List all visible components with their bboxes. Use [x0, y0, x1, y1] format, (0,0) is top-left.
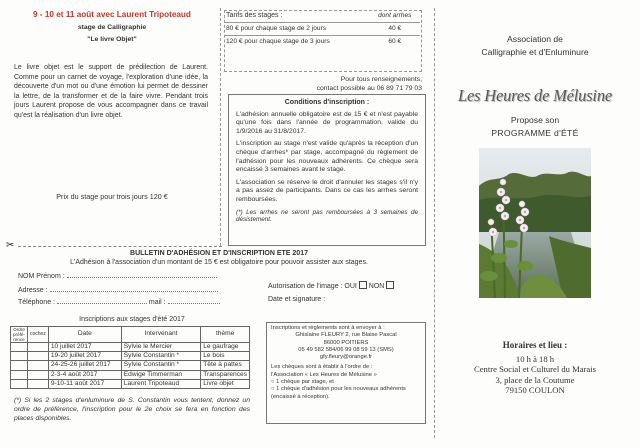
hours-title: Horaires et lieu :: [502, 340, 568, 350]
conditions-p1: L'adhésion annuelle obligatoire est de 15 € et n'est payable qu'une fois dans l'année de programmation, valide du 1/9/2016 au 31/8/2017.: [236, 110, 418, 135]
left-description: Le livre objet est le support de prédilection de Laurent. Comme pour un carnet de voyage, l'exploration d'une idée, la découverte d'un mot ou d'une émotion lui permet de dessiner la lettre, de la transformer et de la faire vivre. Pendant trois jours Laurent propose de vous accompagner dans ce travail qu'est la réalisation d'un livre objet.: [14, 64, 208, 119]
adresse-field[interactable]: [18, 287, 228, 294]
tarif-row-label: 80 € pour chaque stage de 2 jours: [226, 25, 327, 32]
non-checkbox[interactable]: [386, 281, 394, 289]
tarif-row-arrhes: 60 €: [388, 38, 402, 45]
conditions-p3: L'association se réserve le droit d'annuler les stages s'il n'y a pas assez de participants. Dans ce cas les arrhes seront remboursées.: [236, 178, 418, 203]
header-ordre: Ordre préfé-rence: [11, 327, 28, 343]
left-title: "Le livre Objet": [87, 36, 137, 43]
left-subheading: stage de Calligraphie: [77, 24, 147, 31]
row-intervenant: Edwige Timmerman: [121, 370, 200, 379]
row-date: 10 juillet 2017: [48, 343, 121, 352]
row-theme: Tête à pattes: [201, 361, 250, 370]
tarifs-header-label: Tarifs des stages :: [226, 12, 283, 19]
info-block: [226, 76, 422, 93]
header-date: Date: [48, 327, 121, 343]
payment-name: Ghislaine FLEURY 2, rue Blaise Pascal: [295, 332, 397, 339]
row-date: 19-20 juillet 2017: [48, 352, 121, 361]
info-line2: contact possible au 06 89 71 79 03: [316, 84, 422, 92]
payment-order: l'Association « Les Heures de Mélusine »: [271, 371, 377, 378]
tarifs-box: [224, 10, 424, 74]
table-row[interactable]: [11, 370, 250, 379]
telephone-field[interactable]: [18, 299, 268, 306]
header-intervenant: Intervenant: [121, 327, 200, 343]
row-theme: Livre objet: [201, 379, 250, 388]
photo-hollyhocks: [479, 148, 591, 298]
propose-block: [440, 114, 630, 140]
left-price: Prix du stage pour trois jours 120 €: [56, 192, 168, 201]
payment-phone: 05 49 582 584/06 99 08 59 13 (SMS): [298, 346, 394, 353]
oui-checkbox[interactable]: [359, 281, 367, 289]
payment-header: Inscriptions et règlements sont à envoyer à :: [271, 325, 385, 331]
adresse-label: Adresse :: [18, 287, 48, 294]
info-line1: Pour tous renseignements,: [340, 76, 422, 83]
assoc-name: [440, 33, 630, 59]
hours-text: 10 h à 18 h: [515, 353, 555, 364]
payment-city: 86000 POITIERS: [323, 339, 369, 346]
header-cochez: cochez: [28, 327, 49, 343]
image-label: Autorisation de l'image : OUI: [268, 283, 357, 290]
date-signature[interactable]: [268, 296, 428, 303]
hours-block: [440, 340, 630, 396]
bulletin-title: BULLETIN D'ADHÉSION ET D'INSCRIPTION ETE 2017: [130, 250, 308, 257]
panel-divider: [220, 8, 221, 246]
photo-hollyhocks-svg: [479, 148, 591, 298]
programme-text: PROGRAMME d'ÉTÉ: [491, 128, 579, 138]
schedule-title: Inscriptions aux stages d'été 2017: [79, 316, 185, 323]
row-intervenant: Sylvie Constantin *: [121, 352, 200, 361]
non-label: NON: [368, 283, 385, 290]
table-row[interactable]: [11, 361, 250, 370]
place-line3: 79150 COULON: [505, 385, 565, 396]
table-row[interactable]: [11, 379, 250, 388]
conditions-title: Conditions d'inscription :: [284, 99, 370, 106]
payment-bullet1-text: 1 chèque par stage, et: [276, 379, 334, 386]
tarif-row-label: 120 € pour chaque stage de 3 jours: [226, 38, 330, 45]
left-heading: 9 - 10 et 11 août avec Laurent Tripoteaud: [33, 10, 191, 19]
row-date: 9-10-11 août 2017: [48, 379, 121, 388]
payment-box: [266, 322, 426, 424]
nom-label: NOM Prénom :: [18, 273, 65, 280]
row-intervenant: Laurent Tripoteaud: [121, 379, 200, 388]
row-date: 24-25-26 juillet 2017: [48, 361, 121, 370]
schedule-table: [10, 326, 250, 389]
row-intervenant: Sylvie Constantin *: [121, 361, 200, 370]
scissors-icon: ✂: [6, 240, 15, 251]
schedule-footnote: (*) Si les 2 stages d'enluminure de S. Constantin vous tentent, donnez un ordre de préférence, l'inscription pour le 2e choix se fera en fonction des places disponibles.: [14, 397, 250, 423]
row-theme: Le gaufrage: [201, 343, 250, 352]
conditions-note: (*) Les arrhes ne seront pas remboursées à 3 semaines de désistement.: [236, 208, 418, 224]
logo-text: Les Heures de Mélusine: [458, 86, 612, 105]
image-consent: [268, 281, 428, 290]
bulletin-subtitle: L'Adhésion à l'association d'un montant de 15 € est obligatoire pour pouvoir assister aux stages.: [70, 259, 368, 266]
tarif-row-arrhes: 40 €: [388, 25, 402, 32]
assoc-line1: Association de: [507, 34, 563, 44]
date-label: Date et signature :: [268, 296, 326, 303]
payment-email: gfy.fleury@orange.fr: [319, 354, 373, 361]
row-date: 2-3-4 août 2017: [48, 370, 121, 379]
tarifs-header-note: dont arrhes: [378, 12, 412, 19]
nom-field[interactable]: [18, 273, 228, 280]
propose-text: Propose son: [510, 115, 560, 125]
row-theme: Le bois: [201, 352, 250, 361]
row-theme: Transparences: [201, 370, 250, 379]
conditions-box: [228, 94, 426, 246]
row-intervenant: Sylvie le Mercier: [121, 343, 200, 352]
assoc-line2: Calligraphie et d'Enluminure: [481, 47, 589, 57]
telephone-label: Téléphone :: [18, 299, 55, 306]
cut-line: [18, 246, 222, 247]
payment-cheques: Les chèques sont à établir à l'ordre de :: [271, 364, 373, 371]
place-line2: 3, place de la Coutume: [495, 374, 575, 385]
header-theme: thème: [201, 327, 250, 343]
conditions-p2: L'inscription au stage n'est valide qu'après la réception d'un chèque d'arrhes* par stage, accompagné du règlement de l'adhésion pour les nouveaux adhérents. Ce chèque sera encaissé 3 semaines avant le stage.: [236, 140, 418, 174]
place-line1: Centre Social et Culturel du Marais: [474, 364, 596, 375]
mail-label: mail :: [148, 299, 166, 306]
payment-bullet2-text: 1 chèque d'adhésion pour les nouveaux adhérents (encaissé à réception).: [271, 386, 406, 400]
payment-bullet2: ○ 1 chèque d'adhésion pour les nouveaux adhérents (encaissé à réception).: [271, 386, 406, 400]
panel-divider-right: [434, 8, 435, 438]
payment-bullet1: ○ 1 chèque par stage, et: [271, 379, 334, 386]
table-row[interactable]: [11, 343, 250, 352]
table-row[interactable]: [11, 352, 250, 361]
